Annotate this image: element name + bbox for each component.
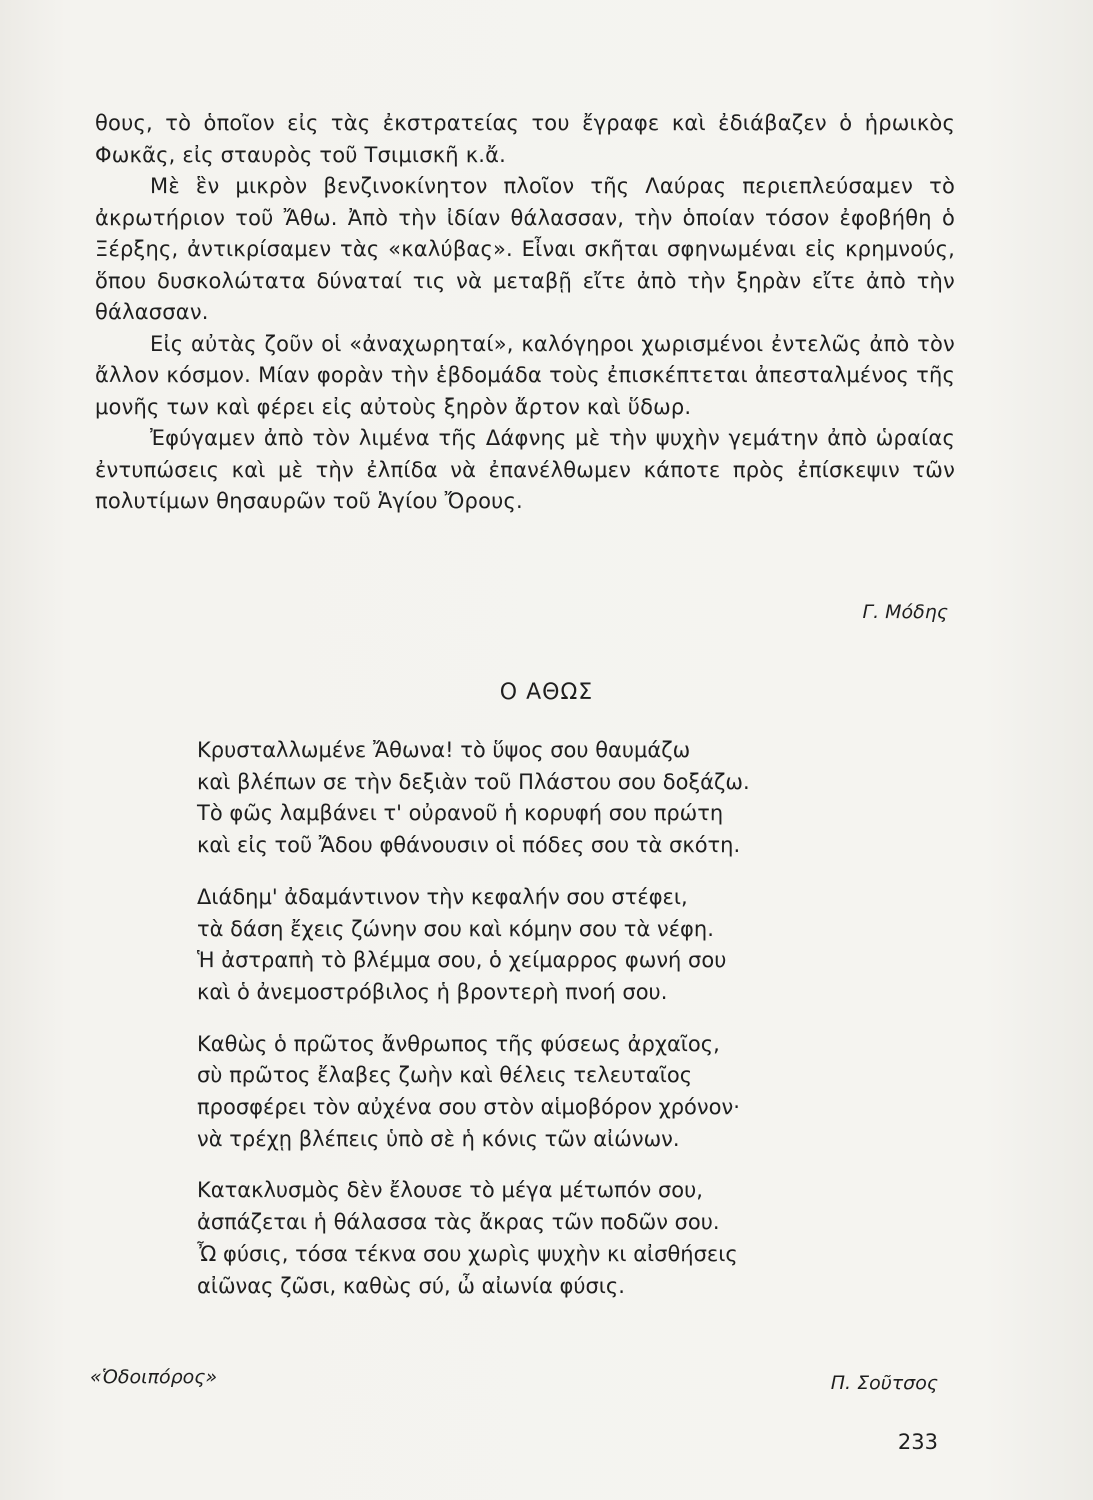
- poem-stanza: [197, 1175, 917, 1302]
- poem-line: Διάδημ' ἀδαμάντινον τὴν κεφαλήν σου στέφει,: [197, 884, 688, 909]
- poem-line: Τὸ φῶς λαμβάνει τ' οὐρανοῦ ἡ κορυφή σου πρώτη: [197, 801, 724, 826]
- poem-title: Ο ΑΘΩΣ: [499, 680, 594, 705]
- poem-body: [197, 735, 917, 1322]
- poem-line: τὰ δάση ἔχεις ζώνην σου καὶ κόμην σου τὰ νέφη.: [197, 916, 714, 941]
- prose-paragraph: Ἐφύγαμεν ἀπὸ τὸν λιμένα τῆς Δάφνης μὲ τὴν ψυχὴν γεμάτην ἀπὸ ὡραίας ἐντυπώσεις καὶ μὲ τὴν ἐλπίδα νὰ ἐπανέλθωμεν κάποτε πρὸς ἐπίσκεψιν τῶν πολυτίμων θησαυρῶν τοῦ Ἁγίου Ὄρους.: [95, 426, 955, 513]
- poem-stanza: [197, 735, 917, 862]
- poem-line: Κατακλυσμὸς δὲν ἔλουσε τὸ μέγα μέτωπόν σου,: [197, 1178, 703, 1203]
- poem-author: Π. Σοῦτσος: [830, 1372, 938, 1394]
- poem-line: νὰ τρέχῃ βλέπεις ὑπὸ σὲ ἡ κόνις τῶν αἰώνων.: [197, 1126, 680, 1151]
- poem-source: «Ὁδοιπόρος»: [90, 1366, 218, 1388]
- prose-text: [95, 108, 955, 518]
- poem-line: καὶ ὁ ἀνεμοστρόβιλος ἡ βροντερὴ πνοή σου.: [197, 979, 668, 1004]
- poem-line: σὺ πρῶτος ἔλαβες ζωὴν καὶ θέλεις τελευταῖος: [197, 1063, 693, 1088]
- prose-signature: Γ. Μόδης: [862, 601, 948, 623]
- poem-stanza: [197, 1029, 917, 1156]
- poem-line: αἰῶνας ζῶσι, καθὼς σύ, ὦ αἰωνία φύσις.: [197, 1273, 625, 1298]
- poem-line: Κρυσταλλωμένε Ἄθωνα! τὸ ὕψος σου θαυμάζω: [197, 738, 691, 762]
- page-number: 233: [897, 1430, 938, 1454]
- poem-line: Ἡ ἀστραπὴ τὸ βλέμμα σου, ὁ χείμαρρος φωνή σου: [197, 948, 727, 973]
- poem-line: καὶ εἰς τοῦ Ἄδου φθάνουσιν οἱ πόδες σου τὰ σκότη.: [197, 833, 741, 858]
- prose-paragraph: Εἰς αὐτὰς ζοῦν οἱ «ἀναχωρηταί», καλόγηροι χωρισμένοι ἐντελῶς ἀπὸ τὸν ἄλλον κόσμον. Μίαν φορὰν τὴν ἑβδομάδα τοὺς ἐπισκέπτεται ἀπεσταλμένος τῆς μονῆς των καὶ φέρει εἰς αὐτοὺς ξηρὸν ἄρτον καὶ ὕδωρ.: [95, 331, 955, 419]
- poem-line: Ὦ φύσις, τόσα τέκνα σου χωρὶς ψυχὴν κι αἰσθήσεις: [197, 1241, 738, 1266]
- prose-paragraph: θους, τὸ ὁποῖον εἰς τὰς ἐκστρατείας του ἔγραφε καὶ ἐδιάβαζεν ὁ ἡρωικὸς Φωκᾶς, εἰς σταυρὸς τοῦ Τσιμισκῆ κ.ἄ.: [95, 111, 955, 167]
- poem-line: προσφέρει τὸν αὐχένα σου στὸν αἱμοβόρον χρόνον·: [197, 1095, 740, 1120]
- poem-stanza: [197, 882, 917, 1009]
- poem-line: Καθὼς ὁ πρῶτος ἄνθρωπος τῆς φύσεως ἀρχαῖος,: [197, 1031, 720, 1056]
- prose-paragraph: Μὲ ἓν μικρὸν βενζινοκίνητον πλοῖον τῆς Λαύρας περιεπλεύσαμεν τὸ ἀκρωτήριον τοῦ Ἄθω. Ἀπὸ τὴν ἰδίαν θάλασσαν, τὴν ὁποίαν τόσον ἐφοβήθη ὁ Ξέρξης, ἀντικρίσαμεν τὰς «καλύβας». Εἶναι σκῆται σφηνωμέναι εἰς κρημνούς, ὅπου δυσκολώτατα δύναταί τις νὰ μεταβῇ εἴτε ἀπὸ τὴν ξηρὰν εἴτε ἀπὸ τὴν θάλασσαν.: [95, 174, 955, 324]
- poem-line: καὶ βλέπων σε τὴν δεξιὰν τοῦ Πλάστου σου δοξάζω.: [197, 769, 750, 794]
- poem-line: ἀσπάζεται ἡ θάλασσα τὰς ἄκρας τῶν ποδῶν σου.: [197, 1210, 720, 1235]
